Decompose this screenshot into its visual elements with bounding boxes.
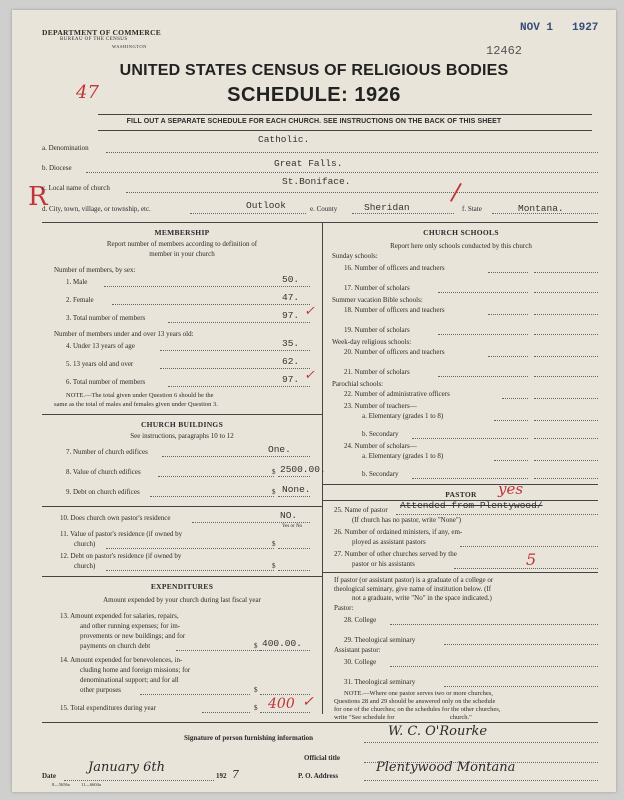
form-subtitle: SCHEDULE: 1926 [227,84,401,106]
q25-label: 25. Name of pastor [334,506,388,514]
q11-label: 11. Value of pastor's residence (if owned by [60,530,183,538]
membership-intro-2: member in your church [149,250,215,258]
po-address-label: P. O. Address [298,772,339,780]
received-stamp-date: NOV 1 [520,22,554,34]
pastor-note-2: Questions 28 and 29 should be answered only on the schedule [334,698,496,705]
signature-value[interactable]: W. C. O'Rourke [388,724,488,739]
q17-label: 17. Number of scholars [344,284,410,292]
q26-label: 26. Number of ordained ministers, if any, em- [334,528,463,536]
q16-label: 16. Number of officers and teachers [344,264,445,272]
q24-label: 24. Number of scholars— [344,442,417,450]
q27-other-churches-value[interactable]: 5 [526,550,537,569]
form-instruction: FILL OUT A SEPARATE SCHEDULE FOR EACH CHURCH. SEE INSTRUCTIONS ON THE BACK OF THIS SHEET [126,118,502,125]
q1-male-value[interactable]: 50. [282,274,300,285]
q9-debt-value[interactable]: None. [282,484,311,495]
official-title-label: Official title [304,754,340,762]
red-mark-r: R [28,182,48,212]
state-label: f. State [462,205,482,213]
q2-label: 2. Female [66,296,94,304]
q29-label: 29. Theological seminary [344,636,416,644]
church-buildings-heading: CHURCH BUILDINGS [140,420,224,429]
church-schools-intro: Report here only schools conducted by this church [390,242,532,250]
q18-label: 18. Number of officers and teachers [344,306,445,314]
q27-label: 27. Number of other churches served by the [334,550,457,558]
denomination-value[interactable]: Catholic. [258,134,310,145]
summer-schools-label: Summer vacation Bible schools: [332,296,423,304]
q3-label: 3. Total number of members [66,314,146,322]
expenditures-sub: Amount expended by your church during last fiscal year [103,596,261,604]
pastor-heading: PASTOR [445,490,477,499]
q1-label: 1. Male [66,278,88,286]
q23a-label: a. Elementary (grades 1 to 8) [362,412,444,420]
q28-label: 28. College [344,616,377,624]
po-address-value[interactable]: Plentywood Montana [376,760,516,775]
q14-label: 14. Amount expended for benevolences, in- [60,656,183,664]
q30-label: 30. College [344,658,377,666]
q23-label: 23. Number of teachers— [344,402,417,410]
age-intro-label: Number of members under and over 13 years old: [54,330,194,338]
graduate-note-1: If pastor (or assistant pastor) is a graduate of a college or [334,576,494,584]
q24b-label: b. Secondary [362,470,399,478]
q21-label: 21. Number of scholars [344,368,410,376]
q23b-label: b. Secondary [362,430,399,438]
q13-label: 13. Amount expended for salaries, repairs, [60,612,179,620]
county-label: e. County [310,205,338,213]
q10-label: 10. Does church own pastor's residence [60,514,171,522]
q3-total-value[interactable]: 97. [282,310,300,321]
q2-female-value[interactable]: 47. [282,292,300,303]
membership-note-1: NOTE.—The total given under Question 6 should be the [66,392,214,399]
church-buildings-sub: See instructions, paragraphs 10 to 12 [130,432,234,440]
q25-hint: (If church has no pastor, write "None") [352,516,462,524]
membership-note-2: same as the total of males and females given under Question 3. [54,401,218,408]
state-value[interactable]: Montana. [518,203,564,214]
q6-label: 6. Total number of members [66,378,146,386]
diocese-value[interactable]: Great Falls. [274,158,343,169]
parochial-schools-label: Parochial schools: [332,380,384,388]
q10-residence-value[interactable]: NO. [280,510,298,521]
q27-label-2: pastor or his assistants [352,560,415,568]
city-field-label: d. City, town, village, or township, etc. [42,205,151,213]
signature-label: Signature of person furnishing information [184,734,313,742]
graduate-note-3: not a graduate, write "No" in the space indicated.) [352,594,492,602]
q11-label-2: church) [74,540,96,548]
membership-heading: MEMBERSHIP [154,228,210,237]
year-digit-value[interactable]: 7 [232,768,239,781]
q10-hint: Yes or No [282,524,303,529]
q9-label: 9. Debt on church edifices [66,488,140,496]
q7-edifices-value[interactable]: One. [268,444,291,455]
red-mark-47: 47 [76,82,99,103]
q4-under13-value[interactable]: 35. [282,338,300,349]
date-label: Date [42,772,56,780]
census-schedule-sheet: DEPARTMENT OF COMMERCE BUREAU OF THE CENSUS WASHINGTON NOV 1 1927 12462 47 UNITED STATES CENSUS OF RELIGIOUS BODIES SCHEDULE: 1926 FILL OUT A SEPARATE SCHEDULE FOR EACH CHURCH. SEE INSTRUCTIONS ON THE BACK OF THIS SHEET a. Denomination Catholic. b. Diocese Great Falls. R c. Local name of church St.Boniface. d. City, town, village, or township, etc. Outlook e. County Sheridan / f. State Montana. MEMBERSHIP Report number of members according to definition of member in your church Number of members, by sex: 1. Male 50. 2. Female 47. 3. Total number of members 97. ✓ Number of members under and over 13 years old: 4. Under 13 years of age 35. 5. 13 years old and over 62. 6. Total number of members 97. ✓ NOTE.—The total given under Question 6 should be the same as the total of males and females given under Question 3. CHURCH BUILDINGS See instructions, paragraphs 10 to 12 7. Number of church edifices One. 8. Value of church edifices $ 2500.00. 9. Debt on church edifices $ None. 10. Does church own pastor's residence NO. Yes or No 11. Value of pastor's residence (if owned by church) $ 12. Debt on pastor's residence (if owned by church) $ EXPENDITURES Amount expended by your church during last fiscal year 13. Amount expended for salaries, repairs, and other running expenses; for im- provements or new buildings; and for payments on church debt $ 400.00. 14. Amount expended for benevolences, in- cluding home and foreign missions; for denominational support; and for all other purposes $ 15. Total expenditures during year $ 400 ✓ CHURCH SCHOOLS Report here only schools conducted by this church Sunday schools: 16. Number of officers and teachers 17. Number of scholars Summer vacation Bible schools: 18. Number of officers and teachers 19. Number of scholars Week-day religious schools: 20. Number of officers and teachers 21. Number of scholars Parochial schools: 22. Number of administrative officers 23. Number of teachers— a. Elementary (grades 1 to 8) b. Secondary 24. Number of scholars— a. Elementary (grades 1 to 8) b. Secondary PASTOR 25. Name of pastor Attended from Plentywood/ yes (If church has no pastor, write "None") 26. Number of ordained ministers, if any, em- ployed as assistant pastors 27. Number of other churches served by the pastor or his assistants 5 If pastor (or assistant pastor) is a graduate of a college or theological seminary, give name of institution below. (If not a graduate, write "No" in the space indicated.) Pastor: 28. College 29. Theological seminary Assistant pastor: 30. College 31. Theological seminary NOTE.—Where one pastor serves two or more churches, Questions 28 and 29 should be answered only on the schedule for one of the churches; on the schedules for the other churches, write "See schedule for church." Signature of person furnishing information W. C. O'Rourke Official title Date January 6th 192 7 P. O. Address Plentywood Montana 8—5656a 11—6604a [12,10,616,792]
q4-label: 4. Under 13 years of age [66,342,135,350]
church-name-value[interactable]: St.Boniface. [282,176,351,187]
q20-label: 20. Number of officers and teachers [344,348,445,356]
church-name-label: c. Local name of church [42,184,110,192]
received-stamp-year: 1927 [572,22,599,34]
q5-label: 5. 13 years old and over [66,360,134,368]
file-number-stamp: 12462 [486,44,523,58]
bureau-label: BUREAU OF THE CENSUS [60,37,128,42]
denomination-label: a. Denomination [42,144,89,152]
pastor-sub-label: Pastor: [334,604,354,612]
membership-intro-1: Report number of members according to definition of [106,240,258,248]
sunday-schools-label: Sunday schools: [332,252,378,260]
print-code: 8—5656a 11—6604a [52,782,101,787]
q8-value-edifices[interactable]: 2500.00. [280,464,326,475]
graduate-note-2: theological seminary, give name of institution below. (If [334,585,492,593]
q22-label: 22. Number of administrative officers [344,390,450,398]
q12-label: 12. Debt on pastor's residence (if owned by [60,552,182,560]
q15-label: 15. Total expenditures during year [60,704,156,712]
pastor-note-4: write "See schedule for church." [334,714,472,721]
assistant-pastor-label: Assistant pastor: [334,646,381,654]
q25-pastor-name-value[interactable]: Attended from Plentywood/ [400,500,543,511]
city-field-value[interactable]: Outlook [246,200,286,211]
church-schools-heading: CHURCH SCHOOLS [423,228,499,237]
q26-label-2: ployed as assistant pastors [352,538,426,546]
form-title: UNITED STATES CENSUS OF RELIGIOUS BODIES [119,62,509,79]
date-value[interactable]: January 6th [88,760,166,775]
diocese-label: b. Diocese [42,164,72,172]
q31-label: 31. Theological seminary [344,678,416,686]
q24a-label: a. Elementary (grades 1 to 8) [362,452,444,460]
q15-total-value[interactable]: 400 [268,696,295,712]
city-label: WASHINGTON [112,44,147,49]
q6-total-value[interactable]: 97. [282,374,300,385]
q25-red-annotation: yes [498,480,524,498]
q8-label: 8. Value of church edifices [66,468,141,476]
q5-13plus-value[interactable]: 62. [282,356,300,367]
expenditures-heading: EXPENDITURES [150,582,214,591]
department-label: DEPARTMENT OF COMMERCE [42,28,162,37]
q19-label: 19. Number of scholars [344,326,410,334]
q7-label: 7. Number of church edifices [66,448,148,456]
year-prefix: 192 [216,772,227,780]
members-by-sex-label: Number of members, by sex: [54,266,136,274]
county-value[interactable]: Sheridan [364,202,410,213]
pastor-note-1: NOTE.—Where one pastor serves two or more churches, [344,690,493,697]
q13-running-expenses-value[interactable]: 400.00. [262,638,302,649]
weekday-schools-label: Week-day religious schools: [332,338,412,346]
pastor-note-3: for one of the churches; on the schedules for the other churches, [334,706,501,713]
q12-label-2: church) [74,562,96,570]
